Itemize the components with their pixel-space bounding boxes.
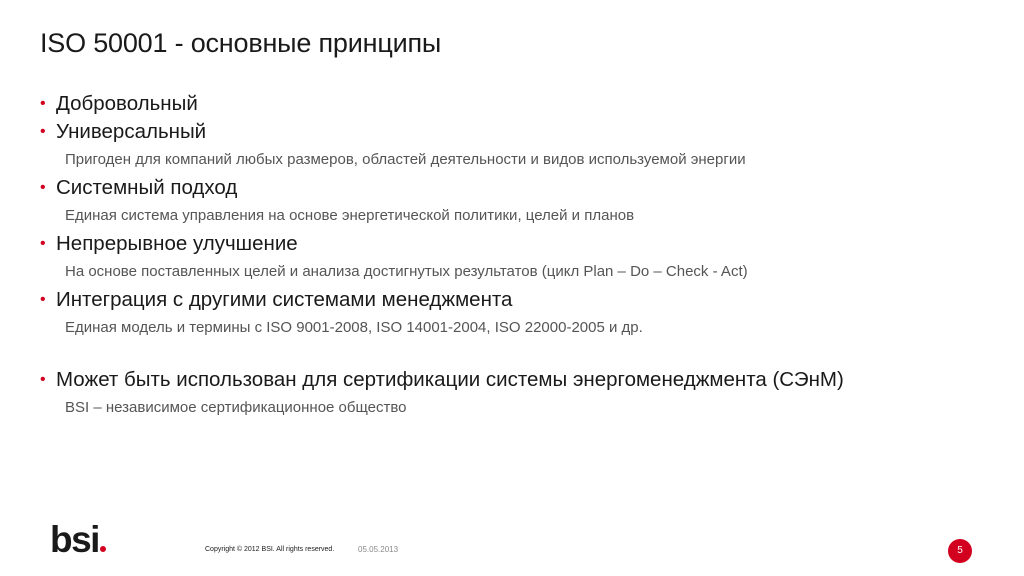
slide-title: ISO 50001 - основные принципы [40, 28, 442, 58]
logo-text: bsi [50, 519, 99, 560]
bullet-text: Системный подход [56, 176, 238, 199]
bullet-subtext: Пригоден для компаний любых размеров, областей деятельности и видов используемой энергии [65, 151, 746, 168]
bullet-icon: • [40, 95, 46, 112]
logo-dot-icon [100, 546, 106, 552]
bullet-text: Интеграция с другими системами менеджмента [56, 288, 513, 311]
bullet-icon: • [40, 371, 46, 388]
page-number-badge: 5 [948, 539, 972, 563]
spacer [40, 342, 1000, 366]
list-item [40, 174, 1000, 230]
bullet-subtext: BSI – независимое сертификационное общество [65, 399, 407, 416]
copyright-notice: Copyright © 2012 BSI. All rights reserved. [205, 546, 335, 553]
list-item [40, 118, 1000, 174]
bullet-icon: • [40, 179, 46, 196]
bullet-text: Может быть использован для сертификации системы энергоменеджмента (СЭнМ) [56, 368, 844, 391]
slide-date: 05.05.2013 [358, 545, 399, 554]
bullet-text: Добровольный [56, 92, 198, 115]
bullet-subtext: Единая модель и термины с ISO 9001-2008, ISO 14001-2004, ISO 22000-2005 и др. [65, 319, 643, 336]
bullet-icon: • [40, 123, 46, 140]
list-item [40, 366, 1000, 422]
list-item [40, 230, 1000, 286]
bullet-icon: • [40, 235, 46, 252]
bullet-subtext: На основе поставленных целей и анализа достигнутых результатов (цикл Plan – Do – Check - Act) [65, 263, 748, 280]
bsi-logo [50, 520, 106, 560]
bullet-list [40, 90, 1000, 422]
list-item [40, 286, 1000, 342]
bullet-text: Универсальный [56, 120, 207, 143]
list-item [40, 90, 1000, 118]
bullet-text: Непрерывное улучшение [56, 232, 298, 255]
bullet-subtext: Единая система управления на основе энергетической политики, целей и планов [65, 207, 635, 224]
bullet-icon: • [40, 291, 46, 308]
